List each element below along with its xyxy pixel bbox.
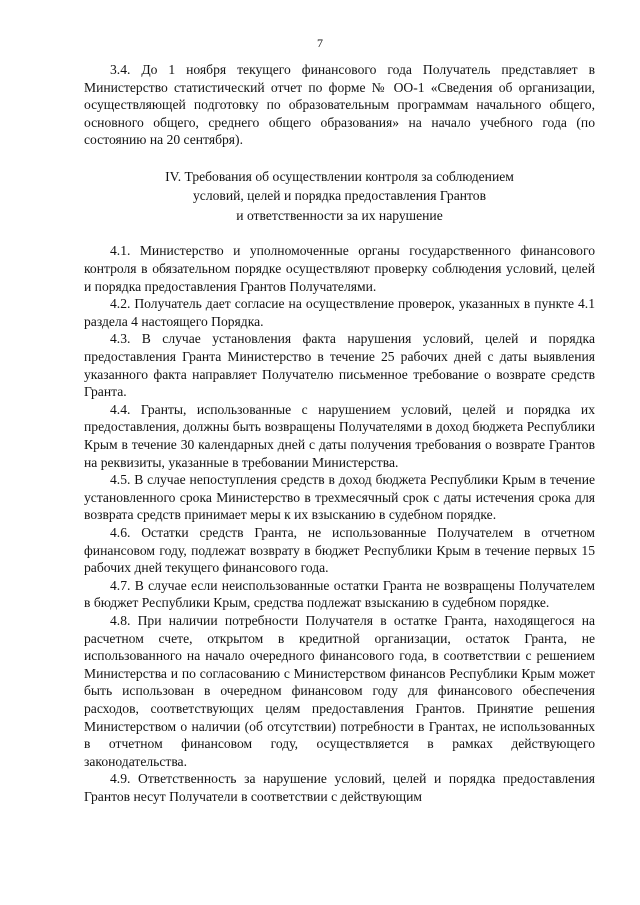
section-heading-line: и ответственности за их нарушение <box>236 207 443 223</box>
paragraph-4-5: 4.5. В случае непоступления средств в доход бюджета Республики Крым в течение установленного срока Министерство в трехмесячный срок с даты истечения срока для возврата средств принимает меры к их взысканию в судебном порядке. <box>84 472 595 523</box>
section-heading <box>84 167 595 226</box>
paragraph-4-8: 4.8. При наличии потребности Получателя в остатке Гранта, находящегося на расчетном счете, открытом в кредитной организации, остаток Гранта, не использованного на начало очередного финансового года, в соответствии с решением Министерства и по согласованию с Министерством финансов Республики Крым может быть использован в очередном финансовом году для финансового обеспечения расходов, соответствующих целям предоставления Грантов. Принятие решения Министерством о наличии (об отсутствии) потребности в Грантах, не использованных в отчетном финансовом году, осуществляется в рамках действующего законодательства. <box>84 612 595 769</box>
paragraph-4-6: 4.6. Остатки средств Гранта, не использованные Получателем в отчетном финансовом году, подлежат возврату в бюджет Республики Крым в течение первых 15 рабочих дней текущего финансового года. <box>84 524 595 576</box>
spacer <box>84 225 595 242</box>
section-heading-line: условий, целей и порядка предоставления Грантов <box>192 188 486 204</box>
section-heading-line: IV. Требования об осуществлении контроля за соблюдением <box>165 168 514 184</box>
paragraph-4-4: 4.4. Гранты, использованные с нарушением условий, целей и порядка их предоставления, должны быть возвращены Получателями в доход бюджета Республики Крым в течение 30 календарных дней с даты получения требования о возврате Грантов на реквизиты, указанные в требовании Министерства. <box>84 401 595 470</box>
page-number: 7 <box>317 36 323 50</box>
paragraph-4-3: 4.3. В случае установления факта нарушения условий, целей и порядка предоставления Гранта Министерство в течение 25 рабочих дней с даты выявления указанного факта направляет Получателю письменное требование о возврате средств Гранта. <box>84 331 595 400</box>
paragraph-4-1: 4.1. Министерство и уполномоченные органы государственного финансового контроля в обязательном порядке осуществляют проверку соблюдения условий, целей и порядка предоставления Грантов Получателями. <box>84 243 595 294</box>
paragraph-4-2: 4.2. Получатель дает согласие на осуществление проверок, указанных в пункте 4.1 раздела 4 настоящего Порядка. <box>84 296 595 329</box>
paragraph-4-7: 4.7. В случае если неиспользованные остатки Гранта не возвращены Получателем в бюджет Республики Крым, средства подлежат взысканию в судебном порядке. <box>84 577 595 611</box>
spacer <box>84 149 595 167</box>
document-body <box>84 61 595 805</box>
paragraph-4-9: 4.9. Ответственность за нарушение условий, целей и порядка предоставления Грантов несут Получатели в соответствии с действующим <box>84 771 595 804</box>
paragraph-3-4: 3.4. До 1 ноября текущего финансового года Получатель представляет в Министерство статистический отчет по форме № ОО-1 «Сведения об организации, осуществляющей подготовку по образовательным программам начального общего, основного общего, среднего общего образования» на начало учебного года (по состоянию на 20 сентября). <box>84 62 595 148</box>
